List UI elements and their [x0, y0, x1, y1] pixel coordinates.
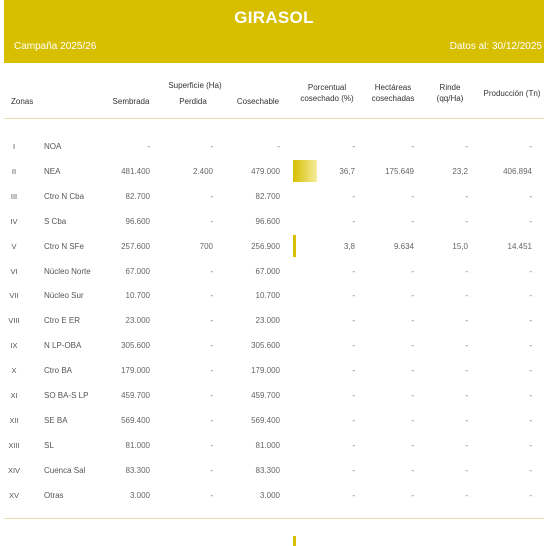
zone-number: IX	[10, 341, 18, 350]
cell-perdida: 700	[199, 242, 213, 251]
zone-number: XIV	[7, 466, 21, 475]
cell-hectareas: 175.649	[385, 167, 414, 176]
cell-perdida: -	[210, 192, 213, 201]
cell-perdida: -	[210, 441, 213, 450]
table-row	[0, 241, 554, 253]
zone-number: V	[11, 242, 17, 251]
cell-sembrada: 459.700	[121, 391, 150, 400]
cell-produccion: 14.451	[507, 242, 532, 251]
col-header-perdida: Perdida	[179, 97, 207, 106]
cell-sembrada: 82.700	[125, 192, 150, 201]
cell-cosechable: -	[277, 142, 280, 151]
cell-porcentual: -	[352, 341, 355, 350]
cell-cosechable: 96.600	[255, 217, 280, 226]
cell-cosechable: 83.300	[255, 466, 280, 475]
table-row	[0, 440, 554, 452]
cell-perdida: -	[210, 416, 213, 425]
cell-perdida: -	[210, 391, 213, 400]
table-row	[0, 216, 554, 228]
cell-hectareas: -	[411, 416, 414, 425]
zone-name: SO BA-S LP	[44, 391, 89, 400]
cell-hectareas: 9.634	[393, 242, 414, 251]
cell-sembrada: 257.600	[121, 242, 150, 251]
col-header-porcentual	[294, 82, 360, 104]
cell-perdida: -	[210, 217, 213, 226]
col-header-superficie: Superficie (Ha)	[168, 81, 222, 90]
cell-perdida: 2.400	[192, 167, 213, 176]
cell-porcentual: -	[352, 267, 355, 276]
col-header-rinde-line1: Rinde	[439, 83, 461, 92]
cell-porcentual: -	[352, 316, 355, 325]
zone-name: Ctro N Cba	[44, 192, 85, 201]
table-row	[0, 166, 554, 178]
cell-rinde: -	[465, 491, 468, 500]
col-header-rinde	[428, 82, 472, 104]
cell-produccion: -	[529, 192, 532, 201]
cell-produccion: -	[529, 416, 532, 425]
cell-sembrada: 3.000	[129, 491, 150, 500]
zone-name: Núcleo Norte	[44, 267, 91, 276]
cell-hectareas: -	[411, 466, 414, 475]
table-row	[0, 141, 554, 153]
cell-porcentual: -	[352, 291, 355, 300]
cell-produccion: 406.894	[503, 167, 532, 176]
col-header-porcentual-line2: cosechado (%)	[300, 94, 354, 103]
cell-produccion: -	[529, 267, 532, 276]
cell-rinde: -	[465, 316, 468, 325]
cell-porcentual: 3,8	[343, 242, 355, 251]
cell-produccion: -	[529, 142, 532, 151]
zone-number: I	[12, 142, 16, 151]
cell-hectareas: -	[411, 391, 414, 400]
cell-porcentual: -	[352, 491, 355, 500]
cell-sembrada: -	[147, 142, 150, 151]
col-header-hectareas	[362, 82, 424, 104]
cell-perdida: -	[210, 142, 213, 151]
table-row	[0, 340, 554, 352]
cell-cosechable: 479.000	[251, 167, 280, 176]
cell-produccion: -	[529, 217, 532, 226]
col-header-porcentual-line1: Porcentual	[307, 83, 347, 92]
table-row	[0, 490, 554, 502]
cell-porcentual: -	[352, 391, 355, 400]
cell-cosechable: 23.000	[255, 316, 280, 325]
data-date-label: Datos al: 30/12/2025	[449, 41, 542, 52]
zone-name: Ctro E ER	[44, 316, 81, 325]
zone-number: II	[11, 167, 17, 176]
cell-cosechable: 256.900	[251, 242, 280, 251]
zone-name: NEA	[44, 167, 61, 176]
cell-hectareas: -	[411, 267, 414, 276]
cell-produccion: -	[529, 291, 532, 300]
cell-sembrada: 481.400	[121, 167, 150, 176]
cell-hectareas: -	[411, 441, 414, 450]
cell-cosechable: 3.000	[259, 491, 280, 500]
cell-sembrada: 83.300	[125, 466, 150, 475]
harvest-progress-bar	[293, 235, 296, 257]
title-banner	[4, 0, 544, 63]
table-row	[0, 415, 554, 427]
zone-number: XI	[10, 391, 18, 400]
cell-produccion: -	[529, 491, 532, 500]
cell-perdida: -	[210, 491, 213, 500]
zone-name: Ctro N SFe	[44, 242, 85, 251]
cell-rinde: -	[465, 416, 468, 425]
zone-name: SL	[44, 441, 54, 450]
zone-number: VIII	[8, 316, 20, 325]
zone-name: Cuenca Sal	[44, 466, 86, 475]
cell-rinde: -	[465, 341, 468, 350]
zone-number: XIII	[8, 441, 20, 450]
col-header-sembrada: Sembrada	[112, 97, 150, 106]
cell-perdida: -	[210, 466, 213, 475]
table-row	[0, 315, 554, 327]
cell-produccion: -	[529, 316, 532, 325]
campaign-label: Campaña 2025/26	[14, 41, 97, 52]
table-row	[0, 266, 554, 278]
cell-hectareas: -	[411, 192, 414, 201]
cell-cosechable: 459.700	[251, 391, 280, 400]
zone-number: XV	[8, 491, 19, 500]
cell-hectareas: -	[411, 366, 414, 375]
cell-produccion: -	[529, 466, 532, 475]
zone-number: VII	[9, 291, 19, 300]
zone-number: VI	[10, 267, 18, 276]
cell-perdida: -	[210, 267, 213, 276]
table-row	[0, 365, 554, 377]
table-row	[0, 465, 554, 477]
cell-porcentual: -	[352, 441, 355, 450]
cell-porcentual: -	[352, 416, 355, 425]
col-header-cosechable: Cosechable	[236, 97, 280, 106]
cell-perdida: -	[210, 291, 213, 300]
table-row	[0, 290, 554, 302]
cell-hectareas: -	[411, 142, 414, 151]
header-divider	[4, 118, 544, 119]
cell-hectareas: -	[411, 291, 414, 300]
cell-cosechable: 81.000	[255, 441, 280, 450]
col-header-produccion: Producción (Tn)	[483, 89, 541, 98]
cell-porcentual: -	[352, 366, 355, 375]
cell-porcentual: -	[352, 466, 355, 475]
cell-cosechable: 179.000	[251, 366, 280, 375]
cell-sembrada: 179.000	[121, 366, 150, 375]
cell-porcentual: -	[352, 142, 355, 151]
col-header-zonas: Zonas	[11, 97, 34, 106]
col-header-rinde-line2: (qq/Ha)	[436, 94, 464, 103]
cell-sembrada: 96.600	[125, 217, 150, 226]
cell-rinde: 15,0	[452, 242, 468, 251]
cell-perdida: -	[210, 341, 213, 350]
cell-rinde: -	[465, 391, 468, 400]
col-header-hectareas-line2: cosechadas	[371, 94, 415, 103]
cell-perdida: -	[210, 316, 213, 325]
table-row	[0, 191, 554, 203]
cell-cosechable: 10.700	[255, 291, 280, 300]
cell-porcentual: -	[352, 217, 355, 226]
zone-number: IV	[10, 217, 18, 226]
cell-cosechable: 305.600	[251, 341, 280, 350]
cell-rinde: -	[465, 441, 468, 450]
zone-name: Ctro BA	[44, 366, 73, 375]
cell-produccion: -	[529, 341, 532, 350]
cell-hectareas: -	[411, 491, 414, 500]
cell-cosechable: 569.400	[251, 416, 280, 425]
cell-rinde: -	[465, 142, 468, 151]
zone-name: Núcleo Sur	[44, 291, 84, 300]
cell-rinde: -	[465, 192, 468, 201]
cell-sembrada: 305.600	[121, 341, 150, 350]
cell-sembrada: 67.000	[125, 267, 150, 276]
cell-cosechable: 67.000	[255, 267, 280, 276]
cell-sembrada: 81.000	[125, 441, 150, 450]
cell-sembrada: 23.000	[125, 316, 150, 325]
cell-rinde: -	[465, 366, 468, 375]
cell-hectareas: -	[411, 217, 414, 226]
cell-porcentual: 36,7	[339, 167, 355, 176]
cell-sembrada: 10.700	[125, 291, 150, 300]
table-row	[0, 390, 554, 402]
cell-rinde: -	[465, 267, 468, 276]
cell-hectareas: -	[411, 341, 414, 350]
cell-perdida: -	[210, 366, 213, 375]
zone-number: X	[11, 366, 17, 375]
cell-produccion: -	[529, 441, 532, 450]
zone-number: III	[10, 192, 18, 201]
footer-accent-mark	[293, 536, 296, 546]
cell-porcentual: -	[352, 192, 355, 201]
cell-rinde: 23,2	[452, 167, 468, 176]
zone-name: SE BA	[44, 416, 68, 425]
page-title: GIRASOL	[234, 8, 314, 27]
zone-name: Otras	[44, 491, 64, 500]
zone-name: N LP-OBA	[44, 341, 82, 350]
cell-produccion: -	[529, 366, 532, 375]
cell-produccion: -	[529, 391, 532, 400]
zone-name: S Cba	[44, 217, 67, 226]
cell-rinde: -	[465, 291, 468, 300]
zone-number: XII	[9, 416, 19, 425]
cell-rinde: -	[465, 466, 468, 475]
zone-name: NOA	[44, 142, 62, 151]
cell-hectareas: -	[411, 316, 414, 325]
cell-cosechable: 82.700	[255, 192, 280, 201]
cell-sembrada: 569.400	[121, 416, 150, 425]
cell-rinde: -	[465, 217, 468, 226]
col-header-hectareas-line1: Hectáreas	[374, 83, 412, 92]
footer-divider	[4, 518, 544, 519]
